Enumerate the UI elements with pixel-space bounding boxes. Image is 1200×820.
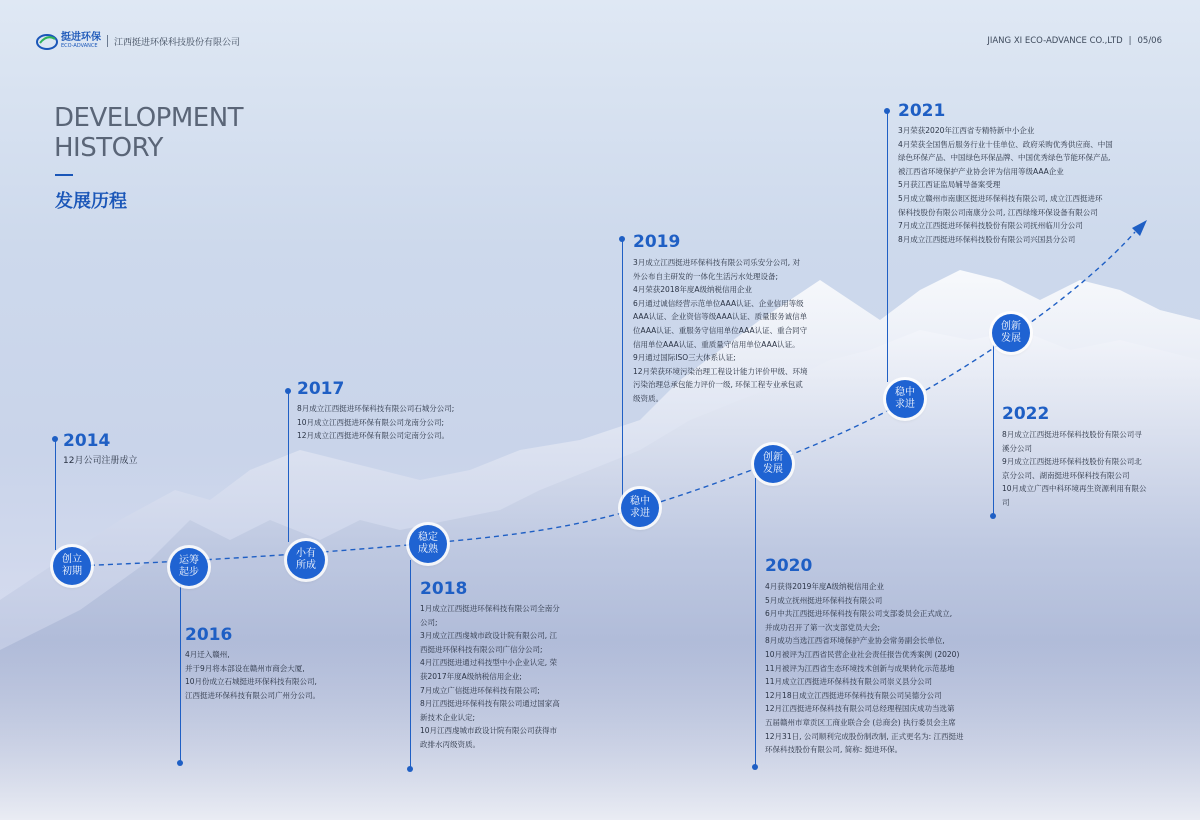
connector-2020 — [755, 478, 756, 766]
event-item: 10月成立江西挺进环保有限公司龙南分公司; — [297, 417, 445, 427]
event-item: 7月成立广信挺进环保科技有限公司; — [420, 685, 540, 695]
event-item: 西挺进环保科技有限公司广信分公司; — [420, 644, 543, 654]
stage-circle-4 — [409, 525, 447, 563]
event-item: 12月18日成立江西挺进环保科技有限公司吴德分公司 — [765, 690, 942, 700]
events-2019 — [633, 256, 808, 406]
events-2014 — [63, 455, 137, 469]
event-item: 4月获得2019年度A级纳税信用企业 — [765, 582, 884, 591]
event-item: 9月通过国际ISO三大体系认证; — [633, 353, 736, 363]
connector-2021 — [887, 112, 888, 382]
event-item: 并于9月将本部设在赣州市商会大厦, — [185, 663, 305, 673]
event-item: 3月成立江西虔城市政设计院有限公司, 江 — [420, 631, 558, 641]
event-item: 12月31日, 公司顺利完成股份制改制, 正式更名为: 江西挺进 — [765, 731, 964, 741]
event-item: 获2017年度A级纳税信用企业; — [420, 671, 522, 681]
event-item: 5月获江西证监局辅导备案受理 — [898, 180, 1001, 190]
timeline-dashed-path — [72, 232, 1135, 566]
events-2018 — [420, 602, 560, 752]
title-en-line1: DEVELOPMENT — [54, 103, 244, 133]
stage-label-7: 稳中求进 — [895, 387, 915, 410]
year-2022: 2022 — [1002, 404, 1050, 424]
events-2021 — [898, 124, 1113, 246]
event-item: 8月成功当选江西省环境保护产业协会常务副会长单位, — [765, 636, 945, 646]
event-item: 江西挺进环保科技有限公司广州分公司。 — [185, 690, 320, 700]
stage-circle-2 — [170, 548, 208, 586]
event-item: 环保科技股份有限公司, 简称: 挺进环保。 — [765, 745, 903, 755]
event-item: 8月成立江西挺进环保科技有限公司石城分公司; — [297, 404, 455, 413]
event-item: 4月迁入赣州, — [185, 650, 230, 659]
event-item: 8月江西挺进环保科技有限公司通过国家高 — [420, 699, 560, 709]
event-item: 9月成立江西挺进环保科技股份有限公司北 — [1002, 457, 1142, 467]
event-item: 4月江西挺进通过科技型中小企业认定, 荣 — [420, 658, 558, 668]
event-item: 5月成立抚州挺进环保科技有限公司 — [765, 595, 883, 605]
year-2018: 2018 — [420, 579, 468, 599]
stage-circle-6 — [754, 445, 792, 483]
event-item: 8月成立江西挺进环保科技股份有限公司寻 — [1002, 430, 1142, 439]
event-item: 4月荣获2018年度A级纳税信用企业 — [633, 285, 752, 295]
event-item: 5月成立赣州市南康区挺进环保科技有限公司, 成立江西挺进环 — [898, 193, 1103, 203]
event-item: 绿色环保产品、中国绿色环保品牌、中国优秀绿色节能环保产品, — [898, 153, 1111, 163]
connector-dot-2019 — [619, 236, 625, 242]
year-2014: 2014 — [63, 431, 111, 451]
year-2017: 2017 — [297, 379, 345, 399]
stage-label-6: 创新发展 — [763, 452, 783, 475]
stage-label-1: 创立初期 — [62, 554, 82, 577]
connector-dot-2017 — [285, 388, 291, 394]
stage-circle-7 — [886, 380, 924, 418]
event-item: 10月份成立石城挺进环保科技有限公司, — [185, 677, 317, 687]
connector-2017 — [288, 392, 289, 542]
connector-dot-2016 — [177, 760, 183, 766]
event-item: 溪分公司 — [1002, 443, 1032, 453]
stage-label-8: 创新发展 — [1001, 321, 1021, 344]
event-item: 被江西省环境保护产业协会评为信用等级AAA企业 — [898, 166, 1064, 176]
event-item: 信用单位AAA认证、重质量守信用单位AAA认证。 — [633, 339, 800, 349]
connector-dot-2021 — [884, 108, 890, 114]
event-item: 3月成立江西挺进环保科技有限公司乐安分公司, 对 — [633, 258, 801, 267]
stage-circle-5 — [621, 489, 659, 527]
event-item: 位AAA认证、重服务守信用单位AAA认证、重合同守 — [633, 325, 808, 335]
event-item: 五届赣州市章贡区工商业联合会 (总商会) 执行委员会主席 — [765, 717, 956, 727]
company-name: 江西挺进环保科技股份有限公司 — [114, 37, 241, 48]
connector-2019 — [622, 240, 623, 500]
event-item: 10月成立广西中科环境再生资源利用有限公 — [1002, 484, 1147, 494]
event-item: 并成功召开了第一次支部党员大会; — [765, 622, 881, 632]
event-item: 10月被评为江西省民营企业社会责任报告优秀案例 (2020) — [765, 649, 960, 659]
connector-dot-2020 — [752, 764, 758, 770]
year-2021: 2021 — [898, 101, 946, 121]
title-en-line2: HISTORY — [54, 133, 163, 163]
logo-en: ECO-ADVANCE — [61, 43, 98, 49]
event-item: 京分公司、湖南挺进环保科技有限公司 — [1002, 470, 1130, 480]
page-number: 05/06 — [1137, 36, 1162, 46]
events-2017 — [297, 402, 454, 443]
event-item: 8月成立江西挺进环保科技股份有限公司兴国县分公司 — [898, 234, 1076, 244]
company-name-en: JIANG XI ECO-ADVANCE CO.,LTD — [987, 36, 1123, 46]
stage-circle-8 — [992, 314, 1030, 352]
event-item: 新技术企业认定; — [420, 712, 476, 722]
stage-label-5: 稳中求进 — [630, 496, 650, 519]
stage-circle-3 — [287, 541, 325, 579]
event-item: 公司; — [420, 617, 438, 627]
event-item: AAA认证、企业资信等级AAA认证、质量服务诚信单 — [633, 312, 808, 322]
meta-divider: | — [1128, 36, 1132, 46]
events-2020 — [765, 580, 964, 757]
event-item: 12月荣获环境污染治理工程设计能力评价甲级、环境 — [633, 366, 808, 376]
connector-2022 — [993, 345, 994, 515]
event-item: 保科技股份有限公司南康分公司, 江西绿缘环保设备有限公司 — [898, 207, 1098, 217]
event-item: 6月中共江西挺进环保科技有限公司支部委员会正式成立, — [765, 609, 953, 619]
page-title-cn: 发展历程 — [55, 191, 127, 212]
connector-dot-2018 — [407, 766, 413, 772]
stage-label-4: 稳定成熟 — [418, 532, 438, 555]
stage-circle-1 — [53, 547, 91, 585]
event-item: 外公布自主研发的一体化生活污水处理设备; — [633, 271, 779, 281]
event-item: 7月成立江西挺进环保科技股份有限公司抚州临川分公司 — [898, 221, 1083, 231]
connector-2018 — [410, 560, 411, 768]
event-item: 司 — [1002, 497, 1010, 507]
logo-cn: 挺进环保 — [61, 32, 101, 43]
event-item: 12月江西挺进环保科技有限公司总经理程国庆成功当选第 — [765, 704, 955, 714]
event-item: 1月成立江西挺进环保科技有限公司全南分 — [420, 604, 560, 613]
connector-dot-2022 — [990, 513, 996, 519]
event-item: 12月成立江西挺进环保有限公司定南分公司。 — [297, 431, 450, 441]
event-item: 6月通过诚信经营示范单位AAA认证、企业信用等级 — [633, 298, 804, 308]
connector-2016 — [180, 584, 181, 762]
event-item: 级资质。 — [633, 393, 663, 403]
event-item: 11月被评为江西省生态环境技术创新与成果转化示范基地 — [765, 663, 955, 673]
year-2016: 2016 — [185, 625, 233, 645]
stage-label-3: 小有所成 — [296, 548, 316, 571]
stage-label-2: 运筹起步 — [179, 555, 199, 578]
event-item: 3月荣获2020年江西省专精特新中小企业 — [898, 126, 1035, 135]
event-item: 11月成立江西挺进环保科技有限公司崇义县分公司 — [765, 677, 933, 687]
event-item: 污染治理总承包能力评价一级, 环保工程专业承包贰 — [633, 380, 803, 390]
event-item: 10月江西虔城市政设计院有限公司获得市 — [420, 726, 558, 736]
year-2019: 2019 — [633, 232, 681, 252]
event-item: 4月荣获全国售后服务行业十佳单位、政府采购优秀供应商、中国 — [898, 139, 1113, 149]
connector-2014 — [55, 440, 56, 550]
event-item: 12月公司注册成立 — [63, 456, 138, 466]
event-item: 政排水丙级资质。 — [420, 739, 480, 749]
events-2016 — [185, 648, 320, 702]
events-2022 — [1002, 428, 1147, 510]
year-2020: 2020 — [765, 556, 813, 576]
connector-dot-2014 — [52, 436, 58, 442]
